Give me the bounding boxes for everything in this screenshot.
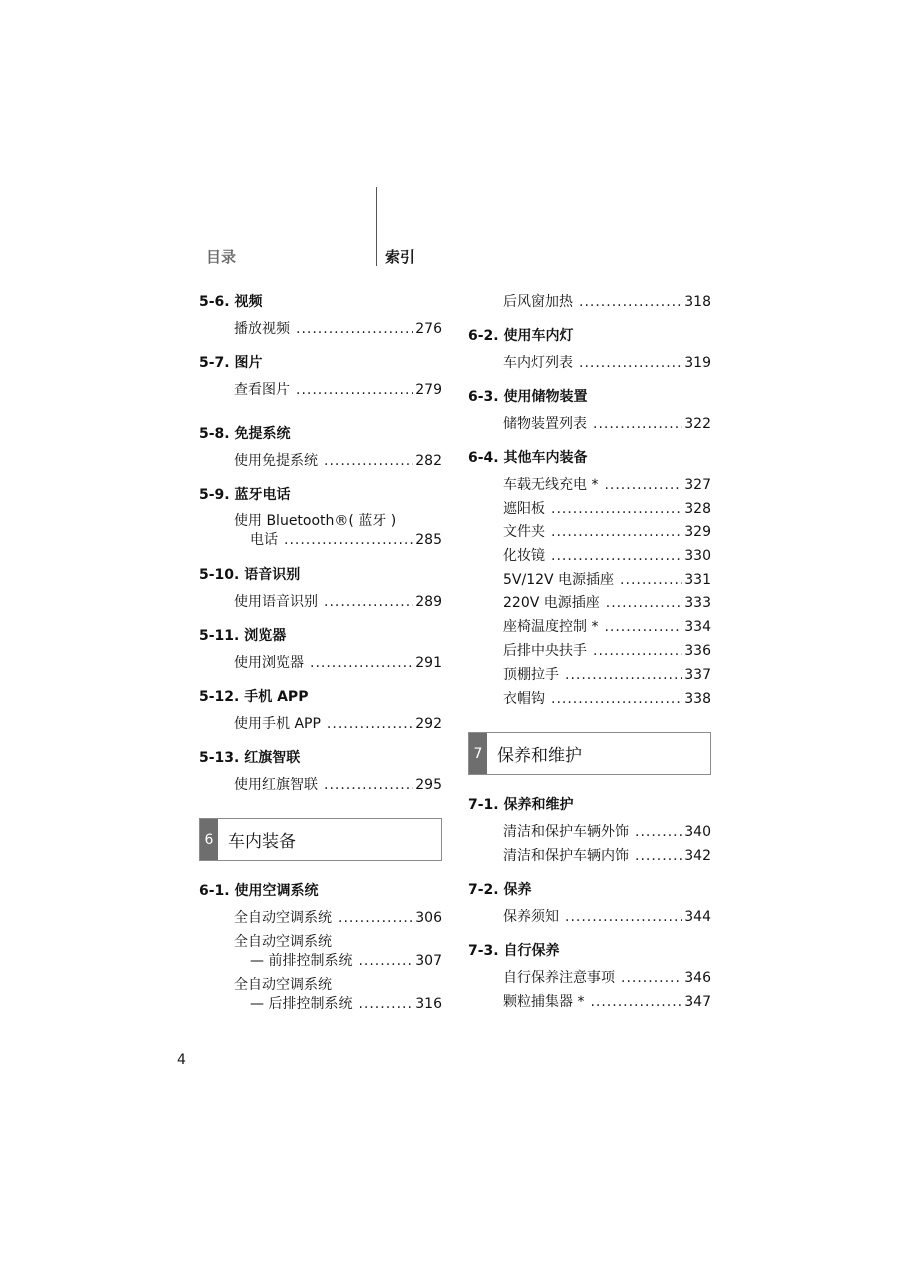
toc-entry-page: 347: [684, 994, 711, 1010]
toc-entry-label: 座椅温度控制 *: [503, 619, 599, 635]
dot-leader: [565, 909, 682, 925]
dot-leader: [551, 524, 682, 540]
toc-entry-page: 318: [684, 294, 711, 310]
toc-entry-page: 279: [415, 382, 442, 398]
toc-entry-page: 316: [415, 996, 442, 1012]
dot-leader: [593, 643, 682, 659]
toc-entry-page: 337: [684, 667, 711, 683]
toc-entry[interactable]: [234, 713, 442, 733]
section-title: 5-7. 图片: [199, 355, 263, 371]
toc-entry-page: 330: [684, 548, 711, 564]
toc-entry[interactable]: [503, 352, 711, 372]
section-title: 5-10. 语音识别: [199, 567, 301, 583]
dot-leader: [551, 548, 682, 564]
section-title: 5-12. 手机 APP: [199, 689, 309, 705]
chapter-title: 车内装备: [228, 832, 296, 852]
toc-entry-label: 后排中央扶手: [503, 643, 587, 659]
toc-entry-label: 全自动空调系统: [234, 910, 332, 926]
toc-entry[interactable]: [503, 569, 711, 589]
chapter-number: 7: [469, 733, 487, 774]
toc-entry-page: 292: [415, 716, 442, 732]
dot-leader: [635, 824, 682, 840]
section-title: 6-2. 使用车内灯: [468, 328, 574, 344]
toc-entry[interactable]: [503, 906, 711, 926]
toc-entry-label: 顶棚拉手: [503, 667, 559, 683]
section-title: 7-2. 保养: [468, 882, 532, 898]
section-title: 5-9. 蓝牙电话: [199, 487, 291, 503]
dot-leader: [358, 996, 413, 1012]
toc-entry-label: — 后排控制系统: [250, 996, 353, 1012]
dot-leader: [551, 501, 682, 517]
tab-index[interactable]: 索引: [385, 248, 416, 266]
toc-entry[interactable]: [234, 907, 442, 927]
toc-entry-label: 清洁和保护车辆内饰: [503, 848, 629, 864]
dot-leader: [358, 953, 413, 969]
toc-entry-label: — 前排控制系统: [250, 953, 353, 969]
toc-entry[interactable]: [234, 450, 442, 470]
tab-contents[interactable]: 目录: [206, 248, 237, 266]
toc-entry[interactable]: [503, 413, 711, 433]
dot-leader: [565, 667, 682, 683]
dot-leader: [296, 382, 413, 398]
toc-entry-label: 化妆镜: [503, 548, 545, 564]
dot-leader: [324, 777, 413, 793]
dot-leader: [324, 453, 413, 469]
dot-leader: [284, 532, 413, 548]
section-title: 5-13. 红旗智联: [199, 750, 301, 766]
toc-entry[interactable]: [503, 967, 711, 987]
toc-entry[interactable]: [503, 640, 711, 660]
toc-entry[interactable]: [503, 664, 711, 684]
toc-entry-label-line1[interactable]: 使用 Bluetooth®( 蓝牙 ): [234, 513, 397, 529]
toc-entry-page: 342: [684, 848, 711, 864]
dot-leader: [551, 691, 682, 707]
chapter-number: 6: [200, 819, 218, 860]
toc-entry-label-line1[interactable]: 全自动空调系统: [234, 977, 332, 993]
toc-entry-label: 储物装置列表: [503, 416, 587, 432]
toc-entry-page: 306: [415, 910, 442, 926]
toc-entry[interactable]: [503, 498, 711, 518]
section-title: 5-8. 免提系统: [199, 426, 291, 442]
dot-leader: [635, 848, 682, 864]
dot-leader: [620, 572, 682, 588]
chapter-heading-7[interactable]: [468, 732, 711, 775]
toc-entry-page: 322: [684, 416, 711, 432]
dot-leader: [593, 416, 682, 432]
toc-entry-label: 遮阳板: [503, 501, 545, 517]
toc-entry-label: 220V 电源插座: [503, 595, 600, 611]
toc-entry-page: 328: [684, 501, 711, 517]
toc-entry-page: 338: [684, 691, 711, 707]
toc-entry-label: 使用语音识别: [234, 594, 318, 610]
toc-entry[interactable]: [503, 521, 711, 541]
section-title: 7-1. 保养和维护: [468, 797, 574, 813]
toc-entry[interactable]: [250, 950, 442, 970]
toc-entry-label: 清洁和保护车辆外饰: [503, 824, 629, 840]
section-title: 5-11. 浏览器: [199, 628, 287, 644]
toc-entry[interactable]: [503, 991, 711, 1011]
toc-entry-label: 车内灯列表: [503, 355, 573, 371]
toc-entry[interactable]: [503, 545, 711, 565]
toc-entry[interactable]: [503, 592, 711, 612]
toc-entry[interactable]: [234, 318, 442, 338]
toc-entry-page: 329: [684, 524, 711, 540]
dot-leader: [296, 321, 413, 337]
toc-entry-label: 播放视频: [234, 321, 290, 337]
toc-entry-page: 333: [684, 595, 711, 611]
dot-leader: [604, 477, 682, 493]
toc-entry-label: 电话: [250, 532, 278, 548]
toc-entry[interactable]: [503, 291, 711, 311]
dot-leader: [606, 595, 683, 611]
dot-leader: [579, 294, 682, 310]
section-title: 6-4. 其他车内装备: [468, 450, 588, 466]
toc-entry[interactable]: [234, 379, 442, 399]
toc-entry-label: 车载无线充电 *: [503, 477, 599, 493]
toc-entry-label: 后风窗加热: [503, 294, 573, 310]
dot-leader: [338, 910, 413, 926]
dot-leader: [324, 594, 413, 610]
dot-leader: [621, 970, 682, 986]
toc-entry[interactable]: [250, 529, 442, 549]
toc-entry-label: 保养须知: [503, 909, 559, 925]
toc-entry-label: 5V/12V 电源插座: [503, 572, 615, 588]
toc-entry-label: 文件夹: [503, 524, 545, 540]
toc-entry-label: 自行保养注意事项: [503, 970, 615, 986]
section-title: 5-6. 视频: [199, 294, 263, 310]
toc-entry-page: 291: [415, 655, 442, 671]
toc-entry[interactable]: [234, 774, 442, 794]
toc-entry[interactable]: [234, 591, 442, 611]
toc-entry[interactable]: [503, 688, 711, 708]
toc-entry[interactable]: [250, 993, 442, 1013]
toc-entry[interactable]: [503, 821, 711, 841]
toc-entry-page: 319: [684, 355, 711, 371]
toc-entry-page: 289: [415, 594, 442, 610]
toc-entry-page: 340: [684, 824, 711, 840]
toc-entry[interactable]: [234, 652, 442, 672]
dot-leader: [579, 355, 682, 371]
toc-entry-page: 331: [684, 572, 711, 588]
toc-entry-page: 336: [684, 643, 711, 659]
header-divider: [376, 187, 377, 266]
section-title: 6-1. 使用空调系统: [199, 883, 319, 899]
toc-entry-label: 使用红旗智联: [234, 777, 318, 793]
toc-entry-label: 使用浏览器: [234, 655, 304, 671]
toc-entry-label: 使用免提系统: [234, 453, 318, 469]
toc-entry-label: 颗粒捕集器 *: [503, 994, 585, 1010]
toc-entry-page: 282: [415, 453, 442, 469]
toc-entry-page: 295: [415, 777, 442, 793]
toc-entry-page: 307: [415, 953, 442, 969]
toc-entry-label: 衣帽钩: [503, 691, 545, 707]
section-title: 7-3. 自行保养: [468, 943, 560, 959]
toc-entry[interactable]: [503, 845, 711, 865]
toc-entry-page: 344: [684, 909, 711, 925]
toc-entry-page: 327: [684, 477, 711, 493]
chapter-heading-6[interactable]: [199, 818, 442, 861]
toc-entry-page: 276: [415, 321, 442, 337]
dot-leader: [604, 619, 682, 635]
dot-leader: [310, 655, 413, 671]
toc-entry-label: 查看图片: [234, 382, 290, 398]
page-number: 4: [177, 1052, 186, 1068]
dot-leader: [590, 994, 682, 1010]
toc-entry-page: 334: [684, 619, 711, 635]
toc-entry-page: 285: [415, 532, 442, 548]
chapter-title: 保养和维护: [497, 746, 582, 766]
section-title: 6-3. 使用储物装置: [468, 389, 588, 405]
toc-entry-label-line1[interactable]: 全自动空调系统: [234, 934, 332, 950]
toc-entry-page: 346: [684, 970, 711, 986]
dot-leader: [327, 716, 413, 732]
toc-entry[interactable]: [503, 474, 711, 494]
toc-entry-label: 使用手机 APP: [234, 716, 321, 732]
toc-entry[interactable]: [503, 616, 711, 636]
